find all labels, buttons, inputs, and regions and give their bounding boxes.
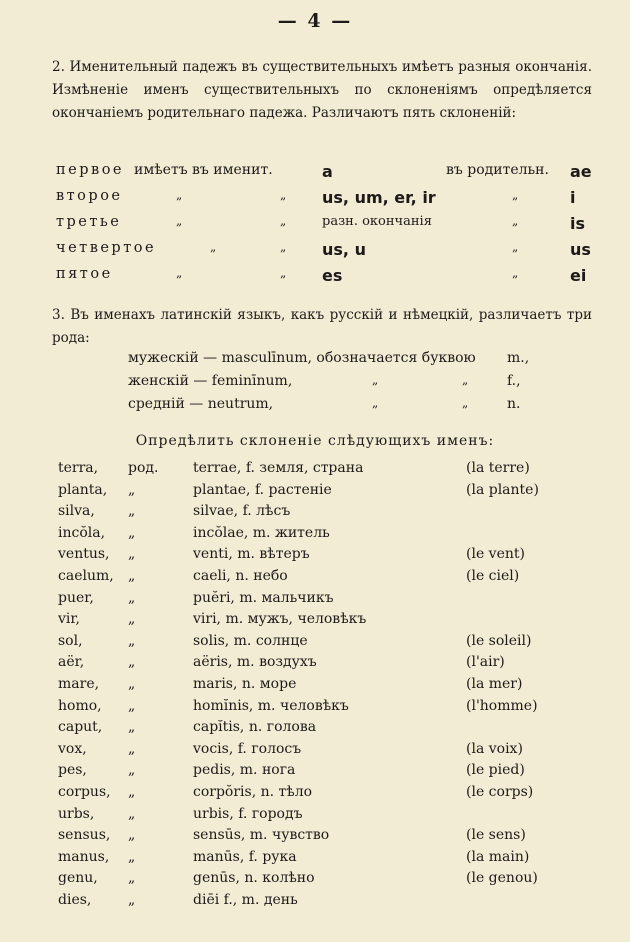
- word-label: „: [128, 892, 136, 908]
- word-label: „: [128, 740, 136, 757]
- word-label: род.: [128, 460, 159, 476]
- word-genitive: urbis, f. городъ: [193, 805, 303, 822]
- word-row: [0, 827, 630, 848]
- paragraph-3-text: 3. Въ именахъ латинскій языкъ, какъ русскій и нѣмецкій, различаетъ три рода:: [52, 307, 592, 346]
- word-row: [0, 568, 630, 589]
- paragraph-2: [52, 56, 592, 125]
- word-genitive: silvae, f. лѣсъ: [193, 503, 291, 520]
- declension-row: [0, 214, 630, 236]
- word-french: (le corps): [466, 784, 534, 800]
- word-french: (l'homme): [466, 697, 538, 714]
- ditto-mark: „: [512, 240, 519, 254]
- word-row: [0, 806, 630, 827]
- word-row: [0, 460, 630, 481]
- word-french: (la voix): [466, 740, 523, 757]
- word-row: [0, 546, 630, 567]
- word-label: „: [128, 524, 136, 541]
- word-label: „: [128, 870, 136, 887]
- ditto-mark: „: [176, 214, 183, 228]
- word-row: [0, 503, 630, 524]
- gender-text: женскій — feminīnum,: [128, 373, 293, 389]
- word-row: [0, 633, 630, 654]
- exercise-heading: Опредѣлить склоненіе слѣдующихъ именъ:: [135, 433, 495, 449]
- word-genitive: corpŏris, n. тѣло: [193, 784, 313, 800]
- word-nominative: homo,: [58, 697, 102, 714]
- word-genitive: capĭtis, n. голова: [193, 719, 317, 736]
- word-nominative: vox,: [58, 740, 87, 757]
- word-row: [0, 870, 630, 891]
- gender-text: средній — neutrum,: [128, 396, 274, 412]
- gender-abbr: m.,: [507, 350, 530, 366]
- word-row: [0, 762, 630, 783]
- genitive-ending: i: [570, 188, 576, 207]
- word-nominative: sensus,: [58, 827, 111, 844]
- genitive-ending: is: [570, 214, 586, 233]
- word-row: [0, 676, 630, 697]
- word-row: [0, 698, 630, 719]
- word-row: [0, 611, 630, 632]
- gender-row: [0, 373, 630, 395]
- declension-name: третье: [56, 214, 122, 230]
- word-french: (le genou): [466, 870, 538, 887]
- genitive-ending: ae: [570, 162, 592, 181]
- word-label: „: [128, 762, 136, 779]
- gender-abbr: f.,: [507, 373, 521, 389]
- word-french: (la mer): [466, 676, 523, 692]
- nominative-ending: es: [322, 266, 343, 285]
- word-row: [0, 482, 630, 503]
- word-label: „: [128, 611, 136, 628]
- word-genitive: viri, m. мужъ, человѣкъ: [193, 611, 367, 628]
- word-genitive: sensūs, m. чувство: [193, 827, 330, 844]
- word-row: [0, 784, 630, 805]
- word-nominative: aër,: [58, 654, 85, 671]
- word-genitive: solis, m. солнце: [193, 632, 308, 649]
- declension-row: [0, 266, 630, 288]
- word-label: „: [128, 481, 136, 498]
- word-genitive: aëris, m. воздухъ: [193, 654, 317, 671]
- declension-row: [0, 162, 630, 184]
- word-label: „: [128, 632, 136, 649]
- word-genitive: pedis, m. нога: [193, 762, 296, 779]
- word-label: „: [128, 719, 136, 736]
- word-genitive: genūs, n. колѣно: [193, 870, 315, 887]
- word-nominative: puer,: [58, 589, 94, 606]
- word-french: (le soleil): [466, 632, 532, 649]
- ditto-mark: „: [280, 240, 287, 254]
- word-row: [0, 654, 630, 675]
- word-french: (le sens): [466, 827, 526, 844]
- word-genitive: caeli, n. небо: [193, 568, 288, 584]
- ditto-mark: „: [512, 266, 519, 280]
- word-nominative: manus,: [58, 848, 110, 865]
- gender-text: мужескій — masculīnum, обозначается буквою: [128, 350, 476, 366]
- word-label: „: [128, 503, 136, 520]
- ditto-mark: „: [462, 396, 469, 410]
- declension-name: четвертое: [56, 240, 157, 256]
- ditto-mark: „: [372, 373, 379, 387]
- word-label: „: [128, 568, 136, 584]
- nominative-ending: a: [322, 162, 333, 181]
- page-number: — 4 —: [277, 10, 353, 32]
- word-label: „: [128, 676, 136, 692]
- gender-row: [0, 396, 630, 418]
- genitive-label: въ родительн.: [446, 162, 549, 178]
- ditto-mark: „: [176, 266, 183, 280]
- word-nominative: ventus,: [58, 546, 110, 563]
- ditto-mark: „: [280, 266, 287, 280]
- word-row: [0, 849, 630, 870]
- ditto-mark: „: [210, 240, 217, 254]
- nominative-ending: us, u: [322, 240, 366, 259]
- word-row: [0, 719, 630, 740]
- word-french: (le vent): [466, 546, 525, 563]
- word-nominative: incŏla,: [58, 524, 106, 541]
- word-label: „: [128, 848, 136, 865]
- word-genitive: terrae, f. земля, страна: [193, 460, 364, 476]
- declension-name: первое: [56, 162, 125, 178]
- ditto-mark: „: [512, 188, 519, 202]
- word-label: „: [128, 546, 136, 563]
- ditto-mark: „: [512, 214, 519, 228]
- word-genitive: venti, m. вѣтеръ: [193, 546, 310, 563]
- ditto-mark: „: [462, 373, 469, 387]
- word-genitive: vocis, f. голосъ: [193, 740, 302, 757]
- word-french: (la terre): [466, 460, 530, 476]
- word-french: (l'air): [466, 654, 505, 671]
- word-row: [0, 892, 630, 913]
- word-nominative: terra,: [58, 460, 99, 476]
- word-genitive: puĕri, m. мальчикъ: [193, 589, 334, 606]
- word-nominative: planta,: [58, 481, 108, 498]
- word-label: „: [128, 827, 136, 844]
- word-label: „: [128, 589, 136, 606]
- word-label: „: [128, 697, 136, 714]
- word-genitive: maris, n. море: [193, 676, 297, 692]
- gender-row: [0, 350, 630, 372]
- word-french: (le pied): [466, 762, 525, 779]
- word-nominative: urbs,: [58, 805, 95, 822]
- gender-abbr: n.: [507, 396, 521, 412]
- word-nominative: sol,: [58, 632, 83, 649]
- word-genitive: diēi f., m. день: [193, 892, 298, 908]
- word-nominative: dies,: [58, 892, 92, 908]
- declension-row: [0, 188, 630, 210]
- word-row: [0, 590, 630, 611]
- ditto-mark: „: [372, 396, 379, 410]
- nominative-ending: разн. окончанія: [322, 214, 432, 229]
- nominative-label: имѣетъ въ именит.: [134, 162, 273, 178]
- ditto-mark: „: [176, 188, 183, 202]
- declension-row: [0, 240, 630, 262]
- word-genitive: manūs, f. рука: [193, 848, 297, 865]
- word-french: (la main): [466, 848, 530, 865]
- word-label: „: [128, 784, 136, 800]
- ditto-mark: „: [280, 188, 287, 202]
- genitive-ending: ei: [570, 266, 587, 285]
- paragraph-3: [52, 304, 592, 350]
- word-genitive: incŏlae, m. житель: [193, 524, 330, 541]
- word-label: „: [128, 805, 136, 822]
- word-nominative: silva,: [58, 503, 95, 520]
- word-row: [0, 525, 630, 546]
- declension-name: пятое: [56, 266, 113, 282]
- word-nominative: caput,: [58, 719, 103, 736]
- paragraph-2-text: 2. Именительный падежъ въ существительныхъ имѣетъ разныя окончанія. Измѣненіе именъ существительныхъ по склоненіямъ опредѣляется окончаніемъ родительнаго падежа. Различаютъ пять склоненій:: [52, 59, 592, 121]
- word-row: [0, 741, 630, 762]
- word-nominative: pes,: [58, 762, 87, 779]
- genitive-ending: us: [570, 240, 591, 259]
- nominative-ending: us, um, er, ir: [322, 188, 436, 207]
- word-label: „: [128, 654, 136, 671]
- word-nominative: vir,: [58, 611, 80, 628]
- word-nominative: corpus,: [58, 784, 111, 800]
- word-genitive: homĭnis, m. человѣкъ: [193, 697, 349, 714]
- word-french: (le ciel): [466, 568, 520, 584]
- ditto-mark: „: [280, 214, 287, 228]
- word-nominative: mare,: [58, 676, 100, 692]
- word-nominative: caelum,: [58, 568, 114, 584]
- declension-name: второе: [56, 188, 123, 204]
- word-nominative: genu,: [58, 870, 98, 887]
- word-genitive: plantae, f. растеніе: [193, 481, 332, 498]
- word-french: (la plante): [466, 481, 539, 498]
